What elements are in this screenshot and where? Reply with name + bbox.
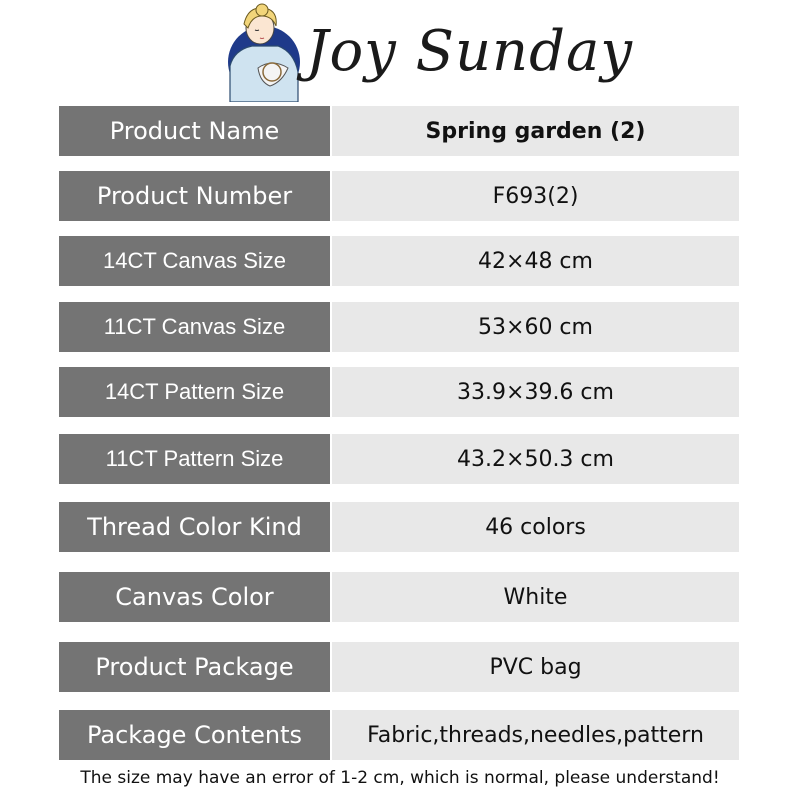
spec-row-product-package — [59, 642, 739, 692]
spec-row-11ct-pattern-size — [59, 434, 739, 484]
embroidery-lady-logo-icon — [222, 2, 300, 102]
size-error-note: The size may have an error of 1-2 cm, which is normal, please understand! — [80, 768, 720, 788]
spec-row-14ct-canvas-size — [59, 236, 739, 286]
spec-row-package-contents — [59, 710, 739, 760]
spec-value: PVC bag — [332, 642, 739, 692]
spec-value: 42×48 cm — [332, 236, 739, 286]
spec-value: 33.9×39.6 cm — [332, 367, 739, 417]
spec-row-canvas-color — [59, 572, 739, 622]
spec-label: Product Name — [59, 106, 330, 156]
spec-label: Package Contents — [59, 710, 330, 760]
spec-row-product-name — [59, 106, 739, 156]
brand-logo-text: Joy Sunday — [306, 19, 633, 84]
spec-value: 46 colors — [332, 502, 739, 552]
spec-label: 11CT Canvas Size — [59, 302, 330, 352]
spec-row-product-number — [59, 171, 739, 221]
spec-label: Product Number — [59, 171, 330, 221]
header — [0, 0, 800, 104]
spec-value: 43.2×50.3 cm — [332, 434, 739, 484]
spec-label: Canvas Color — [59, 572, 330, 622]
spec-row-thread-color-kind — [59, 502, 739, 552]
spec-label: Thread Color Kind — [59, 502, 330, 552]
spec-value: Fabric,threads,needles,pattern — [332, 710, 739, 760]
spec-label: 11CT Pattern Size — [59, 434, 330, 484]
spec-value: White — [332, 572, 739, 622]
spec-value: Spring garden (2) — [332, 106, 739, 156]
spec-label: 14CT Canvas Size — [59, 236, 330, 286]
spec-value: 53×60 cm — [332, 302, 739, 352]
spec-row-11ct-canvas-size — [59, 302, 739, 352]
spec-label: 14CT Pattern Size — [59, 367, 330, 417]
spec-row-14ct-pattern-size — [59, 367, 739, 417]
spec-label: Product Package — [59, 642, 330, 692]
spec-value: F693(2) — [332, 171, 739, 221]
